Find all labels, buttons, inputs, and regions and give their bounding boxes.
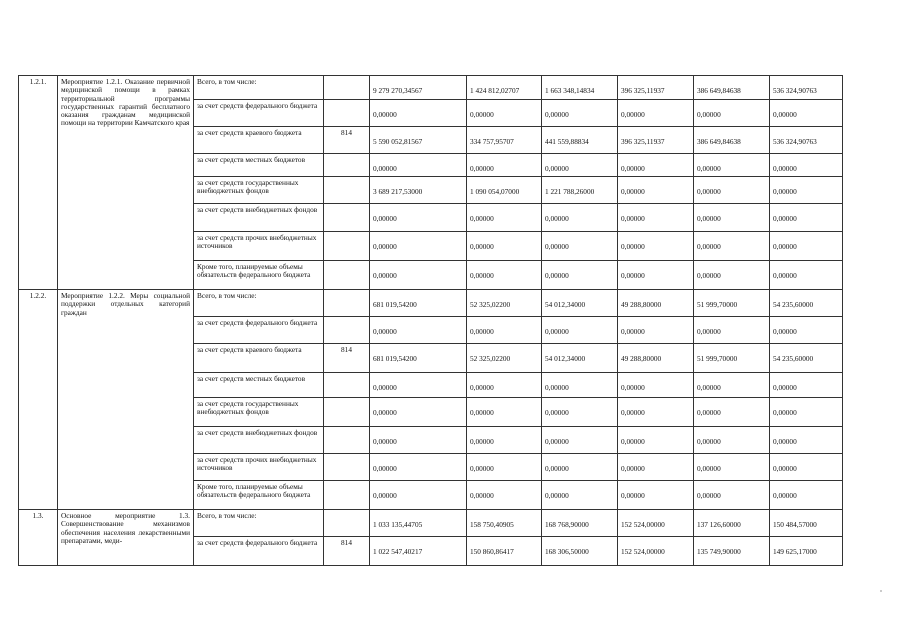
amount-value: 386 649,84638 xyxy=(697,137,741,146)
amount-cell xyxy=(467,454,542,481)
amount-value: 0,00000 xyxy=(773,437,797,446)
amount-cell xyxy=(370,154,467,177)
amount-cell xyxy=(370,177,467,204)
funding-source-cell: за счет средств федерального бюджета xyxy=(194,537,324,566)
amount-value: 0,00000 xyxy=(773,491,797,500)
amount-cell xyxy=(542,537,618,566)
amount-value: 0,00000 xyxy=(470,214,494,223)
funding-source-cell: Всего, в том числе: xyxy=(194,510,324,537)
amount-value: 0,00000 xyxy=(697,437,721,446)
amount-cell xyxy=(542,398,618,427)
amount-cell xyxy=(467,481,542,510)
amount-value: 1 033 135,44705 xyxy=(373,520,423,529)
amount-value: 0,00000 xyxy=(621,437,645,446)
funding-source-cell: за счет средств местных бюджетов xyxy=(194,373,324,398)
activity-description-cell: Мероприятие 1.2.2. Меры социальной поддержки отдельных категорий граждан xyxy=(58,290,194,510)
amount-cell xyxy=(370,232,467,261)
budget-code-cell xyxy=(324,398,370,427)
amount-value: 168 768,90000 xyxy=(545,520,589,529)
amount-cell xyxy=(618,232,694,261)
amount-cell xyxy=(770,154,843,177)
amount-value: 0,00000 xyxy=(373,491,397,500)
section-number-cell: 1.2.2. xyxy=(19,290,58,510)
amount-value: 0,00000 xyxy=(697,187,721,196)
amount-cell xyxy=(770,537,843,566)
amount-value: 0,00000 xyxy=(773,464,797,473)
amount-value: 0,00000 xyxy=(621,464,645,473)
activity-description-cell: Основное мероприятие 1.3. Совершенствование механизмов обеспечения населения лекарственными препаратами, меди- xyxy=(58,510,194,566)
budget-code-cell xyxy=(324,261,370,290)
amount-value: 0,00000 xyxy=(373,164,397,173)
amount-cell xyxy=(370,344,467,373)
amount-cell xyxy=(542,127,618,154)
amount-cell xyxy=(770,100,843,127)
amount-value: 0,00000 xyxy=(773,383,797,392)
amount-cell xyxy=(370,481,467,510)
amount-cell xyxy=(467,177,542,204)
amount-cell xyxy=(542,317,618,344)
budget-code-cell xyxy=(324,510,370,537)
amount-cell xyxy=(770,232,843,261)
funding-table xyxy=(18,75,843,566)
amount-value: 51 999,70000 xyxy=(697,300,738,309)
amount-value: 1 221 788,26000 xyxy=(545,187,595,196)
amount-cell xyxy=(370,398,467,427)
amount-value: 536 324,90763 xyxy=(773,86,817,95)
amount-cell xyxy=(770,373,843,398)
amount-value: 0,00000 xyxy=(697,242,721,251)
amount-value: 0,00000 xyxy=(697,383,721,392)
table-row xyxy=(19,76,843,100)
amount-value: 1 663 348,14834 xyxy=(545,86,595,95)
amount-cell xyxy=(542,344,618,373)
amount-cell xyxy=(694,537,770,566)
amount-cell xyxy=(467,76,542,100)
amount-cell xyxy=(770,290,843,317)
amount-cell xyxy=(467,427,542,454)
amount-value: 49 288,80000 xyxy=(621,300,662,309)
amount-value: 0,00000 xyxy=(373,437,397,446)
amount-cell xyxy=(618,398,694,427)
amount-cell xyxy=(694,177,770,204)
table-row xyxy=(19,290,843,317)
amount-cell xyxy=(542,261,618,290)
amount-value: 0,00000 xyxy=(545,242,569,251)
amount-value: 149 625,17000 xyxy=(773,547,817,556)
amount-value: 681 019,54200 xyxy=(373,354,417,363)
amount-value: 0,00000 xyxy=(773,271,797,280)
funding-source-cell: за счет средств федерального бюджета xyxy=(194,317,324,344)
amount-value: 0,00000 xyxy=(470,437,494,446)
amount-cell xyxy=(770,427,843,454)
budget-code-cell xyxy=(324,100,370,127)
amount-cell xyxy=(770,204,843,232)
amount-value: 334 757,95707 xyxy=(470,137,514,146)
amount-cell xyxy=(467,510,542,537)
amount-cell xyxy=(542,204,618,232)
amount-cell xyxy=(370,510,467,537)
amount-value: 0,00000 xyxy=(621,164,645,173)
amount-cell xyxy=(618,317,694,344)
amount-cell xyxy=(542,427,618,454)
amount-value: 52 325,02200 xyxy=(470,300,511,309)
amount-value: 54 012,34000 xyxy=(545,354,586,363)
amount-value: 0,00000 xyxy=(470,164,494,173)
amount-value: 54 235,60000 xyxy=(773,354,814,363)
amount-value: 158 750,40905 xyxy=(470,520,514,529)
amount-cell xyxy=(370,127,467,154)
amount-cell xyxy=(370,427,467,454)
funding-source-cell: Кроме того, планируемые объемы обязательств федерального бюджета xyxy=(194,481,324,510)
amount-value: 0,00000 xyxy=(697,327,721,336)
amount-cell xyxy=(467,100,542,127)
amount-value: 0,00000 xyxy=(621,242,645,251)
amount-value: 0,00000 xyxy=(545,464,569,473)
amount-value: 0,00000 xyxy=(773,242,797,251)
amount-value: 0,00000 xyxy=(621,383,645,392)
amount-cell xyxy=(467,344,542,373)
scan-speck xyxy=(880,590,882,592)
amount-value: 0,00000 xyxy=(373,383,397,392)
amount-cell xyxy=(467,537,542,566)
section-number-cell: 1.3. xyxy=(19,510,58,566)
amount-cell xyxy=(618,127,694,154)
amount-cell xyxy=(467,317,542,344)
amount-value: 0,00000 xyxy=(697,214,721,223)
amount-value: 49 288,80000 xyxy=(621,354,662,363)
amount-value: 0,00000 xyxy=(773,164,797,173)
budget-code-cell xyxy=(324,154,370,177)
amount-cell xyxy=(370,100,467,127)
amount-cell xyxy=(542,510,618,537)
amount-value: 54 012,34000 xyxy=(545,300,586,309)
amount-cell xyxy=(467,373,542,398)
amount-cell xyxy=(770,510,843,537)
amount-value: 0,00000 xyxy=(470,271,494,280)
amount-value: 0,00000 xyxy=(773,110,797,119)
amount-value: 0,00000 xyxy=(621,327,645,336)
amount-cell xyxy=(770,317,843,344)
amount-cell xyxy=(770,398,843,427)
amount-cell xyxy=(694,427,770,454)
amount-cell xyxy=(542,481,618,510)
budget-code-cell xyxy=(324,373,370,398)
funding-source-cell: Всего, в том числе: xyxy=(194,290,324,317)
amount-cell xyxy=(542,232,618,261)
funding-source-cell: за счет средств внебюджетных фондов xyxy=(194,427,324,454)
amount-cell xyxy=(542,454,618,481)
amount-cell xyxy=(370,261,467,290)
amount-cell xyxy=(694,232,770,261)
amount-value: 0,00000 xyxy=(373,110,397,119)
funding-source-cell: за счет средств государственных внебюджетных фондов xyxy=(194,398,324,427)
budget-code-cell xyxy=(324,290,370,317)
amount-cell xyxy=(694,261,770,290)
amount-value: 1 022 547,40217 xyxy=(373,547,423,556)
amount-cell xyxy=(694,373,770,398)
amount-value: 0,00000 xyxy=(545,408,569,417)
amount-value: 0,00000 xyxy=(621,271,645,280)
amount-cell xyxy=(694,454,770,481)
budget-code-cell xyxy=(324,204,370,232)
amount-value: 0,00000 xyxy=(545,437,569,446)
funding-source-cell: за счет средств федерального бюджета xyxy=(194,100,324,127)
amount-value: 0,00000 xyxy=(621,110,645,119)
budget-code-cell: 814 xyxy=(324,127,370,154)
amount-cell xyxy=(370,290,467,317)
amount-value: 168 306,50000 xyxy=(545,547,589,556)
amount-cell xyxy=(770,76,843,100)
amount-cell xyxy=(618,537,694,566)
amount-value: 0,00000 xyxy=(545,491,569,500)
amount-cell xyxy=(467,127,542,154)
budget-code-cell xyxy=(324,427,370,454)
budget-code-cell xyxy=(324,481,370,510)
amount-value: 0,00000 xyxy=(545,110,569,119)
activity-description-cell: Мероприятие 1.2.1. Оказание первичной медицинской помощи в рамках территориальной программы государственных гарантий бесплатного оказания гражданам медицинской помощи на территории Камчатского края xyxy=(58,76,194,290)
amount-cell xyxy=(770,261,843,290)
amount-cell xyxy=(542,76,618,100)
amount-cell xyxy=(770,481,843,510)
funding-source-cell: Кроме того, планируемые объемы обязательств федерального бюджета xyxy=(194,261,324,290)
table-body xyxy=(19,76,843,566)
amount-cell xyxy=(618,76,694,100)
amount-value: 0,00000 xyxy=(373,327,397,336)
amount-value: 0,00000 xyxy=(773,408,797,417)
amount-cell xyxy=(694,76,770,100)
budget-code-cell xyxy=(324,177,370,204)
amount-cell xyxy=(370,76,467,100)
amount-cell xyxy=(370,454,467,481)
amount-value: 0,00000 xyxy=(545,164,569,173)
amount-value: 137 126,60000 xyxy=(697,520,741,529)
amount-value: 0,00000 xyxy=(545,327,569,336)
amount-value: 0,00000 xyxy=(470,464,494,473)
amount-value: 681 019,54200 xyxy=(373,300,417,309)
funding-source-cell: за счет средств местных бюджетов xyxy=(194,154,324,177)
amount-cell xyxy=(618,100,694,127)
amount-cell xyxy=(370,537,467,566)
amount-value: 0,00000 xyxy=(697,464,721,473)
amount-value: 152 524,00000 xyxy=(621,547,665,556)
amount-cell xyxy=(542,154,618,177)
amount-value: 0,00000 xyxy=(470,110,494,119)
amount-value: 150 860,86417 xyxy=(470,547,514,556)
amount-value: 0,00000 xyxy=(697,491,721,500)
amount-value: 3 689 217,53000 xyxy=(373,187,423,196)
amount-cell xyxy=(370,204,467,232)
amount-cell xyxy=(618,177,694,204)
amount-value: 0,00000 xyxy=(470,491,494,500)
amount-cell xyxy=(618,204,694,232)
amount-cell xyxy=(694,398,770,427)
amount-cell xyxy=(618,481,694,510)
budget-code-cell xyxy=(324,232,370,261)
amount-value: 0,00000 xyxy=(470,383,494,392)
amount-value: 0,00000 xyxy=(621,491,645,500)
amount-cell xyxy=(770,454,843,481)
amount-value: 9 279 270,34567 xyxy=(373,86,423,95)
amount-value: 536 324,90763 xyxy=(773,137,817,146)
amount-cell xyxy=(542,177,618,204)
amount-value: 152 524,00000 xyxy=(621,520,665,529)
amount-value: 0,00000 xyxy=(470,327,494,336)
budget-code-cell xyxy=(324,76,370,100)
amount-value: 1 090 054,07000 xyxy=(470,187,520,196)
amount-value: 51 999,70000 xyxy=(697,354,738,363)
budget-code-cell xyxy=(324,317,370,344)
amount-cell xyxy=(542,100,618,127)
amount-value: 0,00000 xyxy=(470,408,494,417)
amount-cell xyxy=(694,317,770,344)
amount-value: 396 325,11937 xyxy=(621,86,665,95)
amount-value: 0,00000 xyxy=(621,214,645,223)
table-row xyxy=(19,510,843,537)
amount-value: 0,00000 xyxy=(697,408,721,417)
amount-cell xyxy=(618,510,694,537)
amount-value: 0,00000 xyxy=(697,110,721,119)
amount-cell xyxy=(467,232,542,261)
section-number-cell: 1.2.1. xyxy=(19,76,58,290)
amount-cell xyxy=(467,290,542,317)
amount-cell xyxy=(370,373,467,398)
amount-value: 0,00000 xyxy=(697,271,721,280)
amount-value: 0,00000 xyxy=(773,214,797,223)
amount-cell xyxy=(694,290,770,317)
amount-value: 0,00000 xyxy=(373,408,397,417)
amount-value: 1 424 812,02707 xyxy=(470,86,520,95)
amount-value: 0,00000 xyxy=(697,164,721,173)
amount-value: 0,00000 xyxy=(470,242,494,251)
amount-cell xyxy=(694,154,770,177)
amount-value: 0,00000 xyxy=(773,187,797,196)
amount-value: 5 590 052,81567 xyxy=(373,137,423,146)
amount-value: 0,00000 xyxy=(545,271,569,280)
amount-value: 0,00000 xyxy=(545,383,569,392)
amount-cell xyxy=(694,100,770,127)
funding-source-cell: за счет средств краевого бюджета xyxy=(194,344,324,373)
amount-value: 441 559,88834 xyxy=(545,137,589,146)
amount-cell xyxy=(694,127,770,154)
funding-source-cell: за счет средств прочих внебюджетных источников xyxy=(194,232,324,261)
amount-cell xyxy=(694,510,770,537)
amount-cell xyxy=(370,317,467,344)
amount-cell xyxy=(618,261,694,290)
amount-value: 0,00000 xyxy=(621,187,645,196)
amount-cell xyxy=(770,177,843,204)
amount-value: 135 749,90000 xyxy=(697,547,741,556)
amount-cell xyxy=(694,481,770,510)
amount-cell xyxy=(618,344,694,373)
amount-value: 0,00000 xyxy=(373,464,397,473)
funding-source-cell: за счет средств внебюджетных фондов xyxy=(194,204,324,232)
amount-cell xyxy=(618,427,694,454)
amount-value: 0,00000 xyxy=(545,214,569,223)
amount-value: 0,00000 xyxy=(373,242,397,251)
amount-cell xyxy=(542,373,618,398)
amount-value: 0,00000 xyxy=(373,214,397,223)
funding-source-cell: за счет средств государственных внебюджетных фондов xyxy=(194,177,324,204)
amount-value: 0,00000 xyxy=(621,408,645,417)
amount-cell xyxy=(618,454,694,481)
amount-cell xyxy=(467,261,542,290)
amount-cell xyxy=(770,344,843,373)
funding-source-cell: за счет средств краевого бюджета xyxy=(194,127,324,154)
amount-cell xyxy=(467,204,542,232)
budget-code-cell: 814 xyxy=(324,537,370,566)
amount-cell xyxy=(542,290,618,317)
funding-source-cell: за счет средств прочих внебюджетных источников xyxy=(194,454,324,481)
amount-value: 54 235,60000 xyxy=(773,300,814,309)
amount-cell xyxy=(467,154,542,177)
amount-value: 396 325,11937 xyxy=(621,137,665,146)
amount-cell xyxy=(694,204,770,232)
amount-value: 150 484,57000 xyxy=(773,520,817,529)
funding-source-cell: Всего, в том числе: xyxy=(194,76,324,100)
amount-cell xyxy=(770,127,843,154)
budget-code-cell xyxy=(324,454,370,481)
amount-value: 386 649,84638 xyxy=(697,86,741,95)
amount-cell xyxy=(618,373,694,398)
amount-cell xyxy=(618,290,694,317)
amount-cell xyxy=(694,344,770,373)
amount-cell xyxy=(618,154,694,177)
amount-value: 0,00000 xyxy=(373,271,397,280)
amount-cell xyxy=(467,398,542,427)
amount-value: 0,00000 xyxy=(773,327,797,336)
amount-value: 52 325,02200 xyxy=(470,354,511,363)
budget-code-cell: 814 xyxy=(324,344,370,373)
